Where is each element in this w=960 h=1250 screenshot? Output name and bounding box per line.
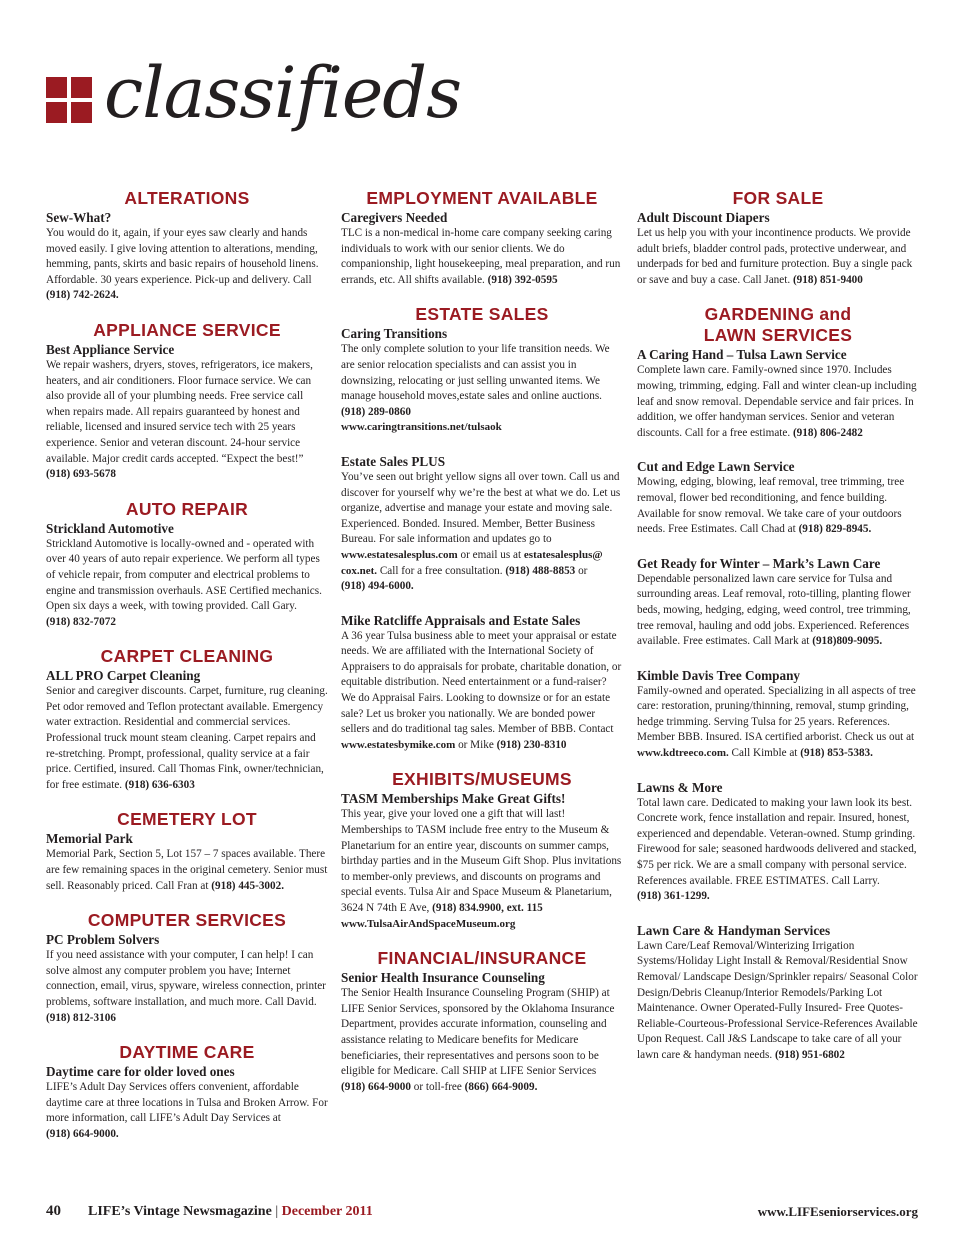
- entry-body: [46, 358, 328, 483]
- phone-number[interactable]: (918) 289-0860: [341, 405, 411, 418]
- entry-text: or: [575, 564, 588, 577]
- entry-text: or Mike: [455, 738, 497, 751]
- email-link[interactable]: estatesalesplus@ cox.net.: [341, 548, 603, 577]
- classified-section: [46, 646, 328, 793]
- classified-entry: [341, 970, 623, 1095]
- classified-entry: [46, 1064, 328, 1142]
- phone-number[interactable]: (918) 851-9400: [792, 273, 863, 286]
- classified-entry: [46, 932, 328, 1026]
- phone-number[interactable]: (918) 951-6802: [774, 1048, 845, 1061]
- entry-body: [46, 847, 328, 894]
- classified-section: [46, 910, 328, 1026]
- phone-number[interactable]: (918) 494-6000.: [341, 580, 414, 593]
- entry-text: We repair washers, dryers, stoves, refrigerators, ice makers, heaters, and air conditioners. Floor furnace service. We can also provide all of your plumbing needs. Free service call when repairs made. All repairs guaranteed by honest and reliable, licensed and insured service tech with 25 years experience. Senior and veteran discount. 24-hour service available. Major credit cards accepted. “Expect the best!”: [46, 358, 313, 465]
- entry-title: Memorial Park: [46, 831, 133, 847]
- entry-body: [637, 226, 919, 288]
- entry-title: Kimble Davis Tree Company: [637, 667, 801, 683]
- phone-number[interactable]: (918) 664-9000: [341, 1080, 411, 1093]
- column-2: [341, 188, 623, 1111]
- entry-body: [637, 939, 919, 1064]
- phone-number[interactable]: (918) 812-3106: [46, 1011, 116, 1024]
- entry-body: [637, 796, 919, 905]
- classified-section: [341, 948, 623, 1095]
- classified-entry: [637, 780, 919, 905]
- classified-section: [637, 304, 919, 1063]
- phone-number[interactable]: (918) 488-8853: [505, 564, 576, 577]
- classified-entry: [46, 210, 328, 304]
- entry-body: [637, 684, 919, 762]
- phone-number[interactable]: (918) 664-9000.: [46, 1127, 119, 1140]
- entry-text: Call for a free consultation.: [377, 564, 506, 577]
- classified-entry: [637, 347, 919, 441]
- classified-section: [637, 188, 919, 288]
- entry-text: or email us at: [457, 548, 524, 561]
- entry-body: [46, 948, 328, 1026]
- section-heading: AUTO REPAIR: [125, 498, 249, 519]
- entry-body: [637, 475, 919, 537]
- section-heading: CEMETERY LOT: [117, 809, 257, 830]
- masthead: [46, 52, 646, 160]
- classified-section: [46, 188, 328, 304]
- entry-text: You would do it, again, if your eyes saw clearly and hands moved easily. I give loving attention to alterations, mending, hemming, pants, skirts and basic repairs of household linens. Affordable. 30 years experience. Pick-up and delivery. Call: [46, 227, 319, 286]
- section-heading: ALTERATIONS: [124, 188, 250, 208]
- entry-text: Complete lawn care. Family-owned since 1970. Includes mowing, trimming, edging. Fall and winter clean-up including leaf and snow removal. Dependable service and fair prices. In addition, we offer handyman services. Senior and veteran discounts. Call for a free estimate.: [637, 364, 917, 439]
- entry-title: Estate Sales PLUS: [341, 453, 446, 469]
- classified-section: [341, 769, 623, 932]
- classified-entry: [46, 831, 328, 894]
- entry-text: Family-owned and operated. Specializing in all aspects of tree care: restoration, pruning/thinning, removal, stump grinding, hedge trimming. Serving Tulsa for 25 years. References. Member BBB. Insured. ISA certified arborist. Check us out at: [637, 684, 916, 744]
- phone-number[interactable]: (918) 636-6303: [124, 778, 195, 791]
- entry-text: LIFE’s Adult Day Services offers convenient, affordable daytime care at three locations in Tulsa and Broken Arrow. For more information, call LIFE’s Adult Day Services at: [46, 1081, 328, 1125]
- publication-line: [88, 1204, 373, 1220]
- entry-body: [341, 342, 623, 420]
- website-link[interactable]: www.kdtreeco.com.: [637, 747, 729, 760]
- entry-title: Get Ready for Winter – Mark’s Lawn Care: [637, 555, 881, 571]
- classified-section: [46, 1042, 328, 1142]
- entry-body: [637, 572, 919, 650]
- website-link[interactable]: www.estatesalesplus.com: [341, 548, 458, 561]
- phone-number[interactable]: (918) 853-5383.: [800, 747, 873, 760]
- entry-text: A 36 year Tulsa business able to meet your appraisal or estate needs. We are affiliated with the International Society of Appraisers to do appraisals for probate, charitable donation, or equitable distribution. Need entertainment or a fund-raiser? We do Appraisal Fairs. Looking to downsize or for an estate sale? Let us broker you nationally. We are bonded power sellers and do traditional tag sales. Member of BBB. Contact: [341, 629, 622, 736]
- entry-body: [637, 363, 919, 441]
- entry-body: [46, 1080, 328, 1142]
- classified-section: [341, 304, 623, 753]
- entry-title: TASM Memberships Make Great Gifts!: [341, 791, 566, 807]
- classified-section: [341, 188, 623, 288]
- entry-title: Best Appliance Service: [46, 341, 175, 357]
- entry-text: Call Kimble at: [728, 747, 801, 760]
- section-heading: ESTATE SALES: [415, 304, 549, 325]
- entry-title: PC Problem Solvers: [46, 932, 160, 948]
- entry-text: Let us help you with your incontinence products. We provide adult briefs, bladder control pads, protective underwear, and underpads for bed and furniture protection. Buy a single pack or save and buy a case. Call Janet.: [637, 227, 913, 286]
- section-heading: GARDENING and: [704, 304, 852, 325]
- classified-entry: [341, 210, 623, 288]
- entry-text: Senior and caregiver discounts. Carpet, furniture, rug cleaning. Pet odor removed and Teflon protectant available. Emergency water extraction. Residential and commercial services. Professional truck mount steam cleaning. Carpet repairs and re-stretching. Prompt, professional, quality service at a fair price. Certified, insured. Call Thomas Fink, owner/technician, for free estimate.: [46, 685, 328, 791]
- entry-text: Strickland Automotive is locally-owned and - operated with over 40 years of auto repair experience. We perform all types of vehicle repair, from computer and electrical problems to engine and transmission overhauls. ASE Certified mechanics. Open six days a week, with towing provided. Call Gary.: [46, 537, 322, 613]
- phone-number[interactable]: (918) 392-0595: [487, 273, 558, 286]
- entry-title: Lawns & More: [637, 779, 723, 795]
- phone-number[interactable]: (918) 693-5678: [46, 468, 116, 481]
- classified-entry: [341, 613, 623, 754]
- entry-body: [341, 807, 623, 916]
- phone-number[interactable]: (918) 832-7072: [46, 615, 116, 628]
- entry-title: Caring Transitions: [341, 326, 448, 342]
- footer: [46, 1203, 918, 1225]
- section-heading: EXHIBITS/MUSEUMS: [392, 769, 572, 790]
- entry-title: Mike Ratcliffe Appraisals and Estate Sales: [341, 612, 581, 628]
- classified-entry: [341, 326, 623, 436]
- website-link[interactable]: www.caringtransitions.net/tulsaok: [341, 421, 502, 434]
- classified-entry: [637, 923, 919, 1064]
- entry-title: Caregivers Needed: [341, 210, 448, 225]
- section-heading: FOR SALE: [732, 188, 824, 208]
- section-heading: EMPLOYMENT AVAILABLE: [366, 188, 598, 208]
- publication-name: LIFE’s Vintage Newsmagazine: [88, 1204, 272, 1219]
- section-heading: LAWN SERVICES: [703, 325, 853, 346]
- entry-body: [341, 470, 623, 595]
- entry-text: Memorial Park, Section 5, Lot 157 – 7 spaces available. There are few remaining spaces in the original cemetery. Senior must sell. Reasonably priced. Call Fran at: [46, 848, 328, 892]
- entry-body: [46, 537, 328, 631]
- website-link[interactable]: www.TulsaAirAndSpaceMuseum.org: [341, 917, 516, 930]
- entry-body: [46, 226, 328, 304]
- phone-number[interactable]: (918)809-9095.: [812, 635, 883, 648]
- entry-text: The only complete solution to your life transition needs. We are senior relocation specialists and can assist you in downsizing, relocating or just selling unwanted items. We manage household moves,estate sales and online auctions.: [341, 343, 610, 403]
- page-title: classifieds: [104, 52, 462, 134]
- entry-title: ALL PRO Carpet Cleaning: [46, 668, 201, 684]
- issue-date: December 2011: [281, 1204, 373, 1219]
- entry-title: Adult Discount Diapers: [637, 210, 770, 225]
- entry-title: A Caring Hand – Tulsa Lawn Service: [637, 347, 847, 363]
- classified-section: [46, 320, 328, 483]
- phone-number[interactable]: (918) 834.9900, ext. 115: [432, 902, 543, 914]
- phone-number[interactable]: (918) 742-2624.: [46, 289, 119, 302]
- footer-separator: |: [275, 1204, 279, 1219]
- classified-entry: [341, 791, 623, 932]
- section-heading: APPLIANCE SERVICE: [93, 319, 281, 340]
- classified-entry: [341, 454, 623, 595]
- page-number: 40: [46, 1203, 61, 1219]
- phone-number[interactable]: (918) 230-8310: [496, 738, 567, 751]
- classified-entry: [637, 556, 919, 650]
- entry-title: Senior Health Insurance Counseling: [341, 970, 545, 986]
- classified-entry: [637, 668, 919, 762]
- classified-entry: [46, 342, 328, 483]
- classified-entry: [46, 668, 328, 793]
- phone-number[interactable]: (866) 664-9009.: [464, 1080, 538, 1093]
- entry-body: [341, 629, 623, 754]
- entry-text: This year, give your loved one a gift that will last! Memberships to TASM include free entry to the Museum & Planetarium for an entire year, discounts on summer camps, birthday parties and in the Museum Gift Shop. Plus invitations to member-only previews, and discounts on programs and special events. Tulsa Air and Space Museum & Planetarium, 3624 N 74th E Ave,: [341, 808, 622, 914]
- entry-title: Cut and Edge Lawn Service: [637, 459, 795, 475]
- entry-text: Mowing, edging, blowing, leaf removal, tree trimming, tree removal, flower bed reconditioning, and fence building. Available for snow removal. We take care of your outdoors needs. Free Estimates. Call Chad at: [637, 476, 905, 536]
- website-link[interactable]: www.estatesbymike.com: [341, 738, 456, 751]
- classified-section: [46, 499, 328, 631]
- entry-title: Daytime care for older loved ones: [46, 1064, 235, 1080]
- column-1: [46, 188, 328, 1159]
- phone-number[interactable]: (918) 829-8945.: [798, 523, 872, 536]
- entry-text: Total lawn care. Dedicated to making your lawn look its best. Concrete work, fence installation and repair. Insured, honest, experienced and dependable. Veteran-owned. Stump grinding. Firewood for sale; seasoned hardwoods delivered and stacked, $75 per rick. We are a small company with personal service. References available. FREE ESTIMATES. Call Larry.: [637, 796, 917, 887]
- entry-text: You’ve seen out bright yellow signs all over town. Call us and discover for yourself why we’re the best at what we do. Let us organize, advertise and manage your estate and moving sale. Experienced. Bonded. Insured. Member, Better Business Bureau. For sale information and updates go to: [341, 470, 621, 546]
- classified-section: [46, 809, 328, 894]
- section-heading: DAYTIME CARE: [119, 1042, 255, 1063]
- classified-entry: [637, 210, 919, 288]
- column-3: [637, 188, 919, 1080]
- section-heading: FINANCIAL/INSURANCE: [377, 948, 587, 969]
- entry-body: [341, 226, 623, 288]
- entry-body: [46, 684, 328, 793]
- website-link[interactable]: www.LIFEseniorservices.org: [757, 1204, 918, 1219]
- entry-text: The Senior Health Insurance Counseling Program (SHIP) at LIFE Senior Services, sponsored by the Oklahoma Insurance Department, provides accurate information, counseling and assistance relating to Medicare benefits for Medicare beneficiaries, their representatives and persons soon to be eligible for Medicare. Call SHIP at LIFE Senior Services: [341, 987, 615, 1078]
- classified-entry: [637, 459, 919, 537]
- entry-title: Lawn Care & Handyman Services: [637, 922, 831, 938]
- phone-number[interactable]: (918) 806-2482: [792, 426, 863, 439]
- entry-text: TLC is a non-medical in-home care company seeking caring individuals to work with our senior clients. We do companionship, light housekeeping, meal preparation, and run errands, etc. All shifts available.: [341, 227, 621, 286]
- section-heading: COMPUTER SERVICES: [87, 910, 287, 931]
- entry-text: Lawn Care/Leaf Removal/Winterizing Irrigation Systems/Holiday Light Install & Removal/Residential Snow Removal/ Landscape Design/Sprinkler repairs/ Seasonal Color Design/Debris Cleanup/Interior Remodels/Parking Lot Maintenance. Owner Operated-Fully Insured- Free Quotes-Reliable-Courteous-Professional Service-References Available Upon Request. Call J&S Landscape to take care of all your lawn care & handyman needs.: [637, 939, 918, 1061]
- phone-number[interactable]: (918) 361-1299.: [637, 890, 710, 903]
- entry-title: Sew-What?: [46, 210, 112, 225]
- entry-text: or toll-free: [410, 1080, 465, 1093]
- entry-text: If you need assistance with your computer, I can help! I can solve almost any computer problem you have; Internet connection, email, virus, spyware, wireless connection, printer problems, software installation, and much more. Call David.: [46, 949, 326, 1008]
- entry-text: Dependable personalized lawn care service for Tulsa and surrounding areas. Leaf removal, roto-tilling, planting flower beds, mowing, hedging, edging, weed control, tree trimming, tree removal, hauling and odd jobs. Experienced. References available. Free estimates. Call Mark at: [637, 572, 911, 648]
- entry-body: [341, 986, 623, 1095]
- phone-number[interactable]: (918) 445-3002.: [211, 879, 285, 892]
- logo-squares-icon: [46, 77, 94, 125]
- entry-title: Strickland Automotive: [46, 520, 174, 536]
- classified-entry: [46, 521, 328, 631]
- section-heading: CARPET CLEANING: [100, 646, 274, 667]
